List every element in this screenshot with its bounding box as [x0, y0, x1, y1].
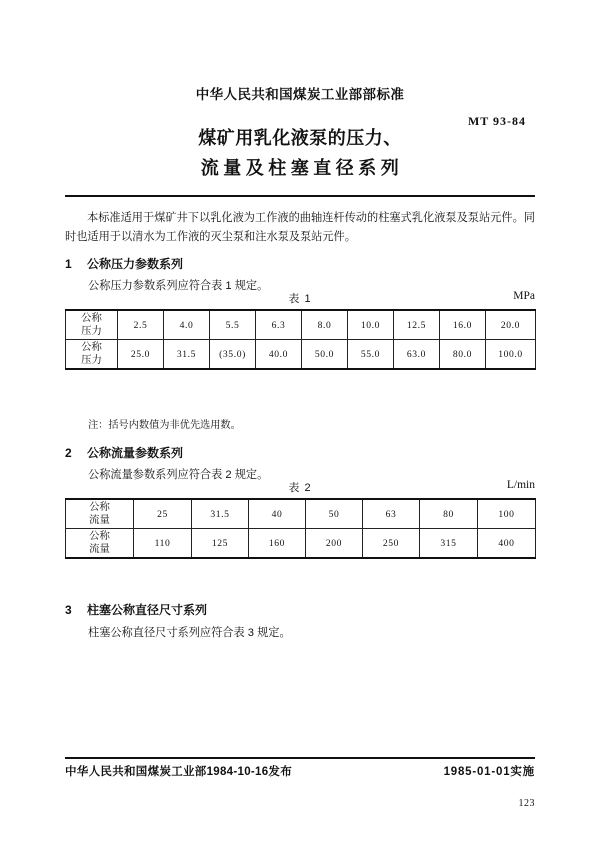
table-cell: 31.5 [164, 340, 210, 370]
document-title [0, 123, 600, 183]
section-2-intro: 公称流量参数系列应符合表 2 规定。 [88, 469, 269, 481]
header-divider-rule [65, 195, 535, 197]
table-cell: 63.0 [394, 340, 440, 370]
table-row [66, 340, 536, 370]
table-cell: 80.0 [440, 340, 486, 370]
table-2-caption-row [65, 479, 535, 495]
table-cell: 100 [478, 499, 536, 529]
table-row [66, 310, 536, 340]
table-1-note: 注：括号内数值为非优先选用数。 [88, 420, 241, 431]
table-cell: 50.0 [302, 340, 348, 370]
table-cell: 400 [478, 529, 536, 559]
table-cell: 4.0 [164, 310, 210, 340]
row-header-line-2: 压力 [81, 355, 102, 366]
table-1-unit: MPa [513, 290, 535, 302]
section-3-intro: 柱塞公称直径尺寸系列应符合表 3 规定。 [88, 627, 291, 639]
scope-paragraph-text: 本标准适用于煤矿井下以乳化液为工作液的曲轴连杆传动的柱塞式乳化液泵及泵站元件。同时也适用于以清水为工作液的灭尘泵和注水泵及泵站元件。 [65, 212, 535, 243]
footer-issued-by: 中华人民共和国煤炭工业部1984-10-16发布 [65, 766, 293, 778]
table-cell: 16.0 [440, 310, 486, 340]
table-cell: 110 [134, 529, 192, 559]
row-header-line-2: 压力 [81, 326, 102, 337]
table-2-caption: 表 2 [288, 482, 312, 494]
table-1-row-2-header [66, 340, 118, 370]
table-cell: 10.0 [348, 310, 394, 340]
table-cell: 5.5 [210, 310, 256, 340]
document-title-line-1: 煤矿用乳化液泵的压力、 [198, 128, 402, 148]
table-cell: 2.5 [118, 310, 164, 340]
table-cell: 25.0 [118, 340, 164, 370]
section-title-2: 公称流量参数系列 [87, 446, 184, 460]
table-cell: 12.5 [394, 310, 440, 340]
table-cell: 250 [363, 529, 420, 559]
table-cell: (35.0) [210, 340, 256, 370]
table-2-row-1-header [66, 499, 134, 529]
table-cell: 40.0 [256, 340, 302, 370]
table-cell: 20.0 [486, 310, 536, 340]
row-header-line-1: 公称 [89, 502, 110, 513]
document-title-line-2: 流量及柱塞直径系列 [200, 158, 404, 178]
table-row [66, 529, 536, 559]
table-cell: 40 [249, 499, 306, 529]
table-cell: 125 [192, 529, 249, 559]
row-header-line-1: 公称 [81, 313, 102, 324]
table-1-row-1-header [66, 310, 118, 340]
row-header-line-2: 流量 [89, 515, 110, 526]
section-number-3: 3 [65, 603, 72, 617]
standard-number-badge: MT 93-84 [467, 114, 527, 128]
page-number: 123 [518, 798, 535, 809]
table-cell: 315 [420, 529, 478, 559]
section-1-intro: 公称压力参数系列应符合表 1 规定。 [88, 280, 269, 292]
table-cell: 100.0 [486, 340, 536, 370]
section-number-2: 2 [65, 446, 72, 460]
table-2-nominal-flow [65, 498, 536, 559]
table-cell: 200 [306, 529, 363, 559]
section-number-1: 1 [65, 257, 72, 271]
table-cell: 6.3 [256, 310, 302, 340]
table-cell: 63 [363, 499, 420, 529]
table-2-row-2-header [66, 529, 134, 559]
table-cell: 25 [134, 499, 192, 529]
section-heading-2 [65, 444, 183, 461]
table-1-caption: 表 1 [288, 293, 312, 305]
table-1-caption-row [65, 290, 535, 306]
row-header-line-2: 流量 [89, 544, 110, 555]
scope-paragraph [65, 209, 535, 247]
footer-divider-rule [65, 757, 535, 759]
table-cell: 31.5 [192, 499, 249, 529]
table-cell: 55.0 [348, 340, 394, 370]
row-header-line-1: 公称 [81, 342, 102, 353]
section-heading-3 [65, 601, 207, 618]
table-row [66, 499, 536, 529]
table-cell: 50 [306, 499, 363, 529]
table-cell: 80 [420, 499, 478, 529]
table-cell: 8.0 [302, 310, 348, 340]
section-heading-1 [65, 255, 183, 272]
issuing-organization: 中华人民共和国煤炭工业部部标准 [195, 87, 405, 102]
table-cell: 160 [249, 529, 306, 559]
table-1-nominal-pressure [65, 309, 536, 370]
section-title-3: 柱塞公称直径尺寸系列 [87, 603, 208, 617]
footer-effective-date: 1985-01-01实施 [443, 766, 535, 778]
row-header-line-1: 公称 [89, 531, 110, 542]
table-2-unit: L/min [506, 479, 535, 491]
section-title-1: 公称压力参数系列 [87, 257, 184, 271]
